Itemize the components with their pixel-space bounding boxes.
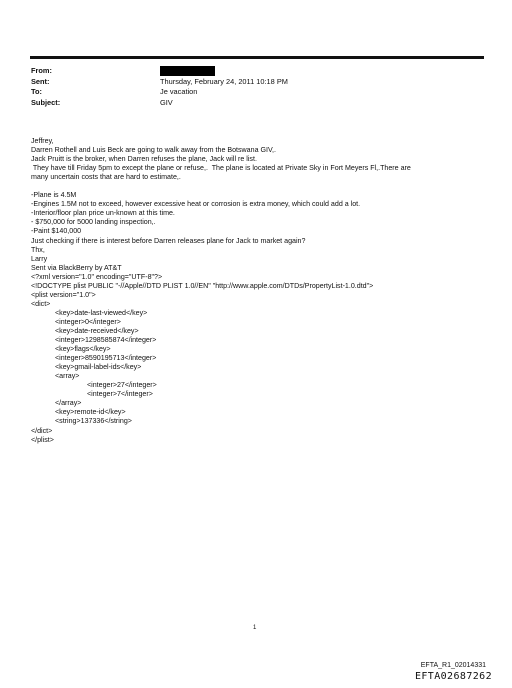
plist-line: <array>	[55, 372, 80, 381]
cost-item: - $750,000 for 5000 landing inspection,.	[31, 218, 156, 227]
plist-line: <?xml version="1.0" encoding="UTF-8"?>	[31, 272, 163, 281]
subject-value: GIV	[160, 97, 173, 107]
efta-reference: EFTA_R1_02014331	[420, 662, 486, 669]
plist-line: <integer>0</integer>	[55, 317, 121, 326]
plist-line: </dict>	[31, 426, 53, 435]
signature: Larry	[31, 254, 48, 263]
top-rule	[30, 56, 484, 59]
to-row	[31, 87, 481, 98]
plist-line: <integer>7</integer>	[87, 390, 153, 399]
subject-row	[31, 98, 481, 109]
body-line: many uncertain costs that are hard to estimate,.	[31, 173, 181, 182]
plist-line: </array>	[55, 399, 82, 408]
cost-item: -Engines 1.5M not to exceed, however excessive heat or corrosion is extra money, which could add a lot.	[31, 200, 361, 209]
body-line: Darren Rothell and Luis Beck are going to walk away from the Botswana GIV,.	[31, 146, 276, 155]
plist-line: <integer>27</integer>	[87, 381, 157, 390]
plist-line: <key>date-received</key>	[55, 326, 139, 335]
cost-item: -Plane is 4.5M	[31, 191, 77, 200]
body-line: They have till Friday 5pm to except the plane or refuse,. The plane is located at Private Sky in Fort Meyers Fl,.There are	[31, 164, 411, 173]
plist-line: <integer>1298585874</integer>	[55, 336, 157, 345]
plist-line: <dict>	[31, 299, 51, 308]
email-header	[31, 66, 481, 108]
plist-line: <!DOCTYPE plist PUBLIC "-//Apple//DTD PLIST 1.0//EN" "http://www.apple.com/DTDs/PropertyList-1.0.dtd">	[31, 281, 374, 290]
sent-via-line: Sent via BlackBerry by AT&T	[31, 263, 122, 272]
plist-line: <key>remote-id</key>	[55, 408, 126, 417]
redaction-box	[160, 66, 215, 76]
plist-line: <integer>8590195713</integer>	[55, 354, 157, 363]
subject-label: Subject:	[31, 97, 61, 107]
sent-value: Thursday, February 24, 2011 10:18 PM	[160, 76, 288, 86]
spacer	[31, 182, 491, 191]
from-label: From:	[31, 66, 52, 75]
email-body	[31, 137, 491, 445]
plist-line: <key>date-last-viewed</key>	[55, 308, 148, 317]
plist-line: </plist>	[31, 435, 54, 444]
signoff: Thx,	[31, 245, 45, 254]
plist-line: <key>gmail-label-ids</key>	[55, 363, 142, 372]
sent-row	[31, 77, 481, 88]
question-line: Just checking if there is interest before Darren releases plane for Jack to market again?	[31, 236, 306, 245]
body-line: Jack Pruitt is the broker, when Darren refuses the plane, Jack will re list.	[31, 155, 257, 164]
sent-label: Sent:	[31, 76, 50, 86]
plist-line: <string>137336</string>	[55, 417, 132, 426]
greeting: Jeffrey,	[31, 137, 54, 145]
cost-item: -Paint $140,000	[31, 227, 82, 236]
cost-item: -Interior/floor plan price un-known at this time.	[31, 209, 175, 218]
plist-line: <plist version="1.0">	[31, 290, 96, 299]
to-value: Je vacation	[160, 87, 198, 96]
plist-line: <key>flags</key>	[55, 345, 111, 354]
to-label: To:	[31, 87, 42, 96]
efta-bates-number: EFTA02687262	[414, 671, 492, 682]
from-row	[31, 66, 481, 77]
page-number: 1	[253, 625, 257, 631]
